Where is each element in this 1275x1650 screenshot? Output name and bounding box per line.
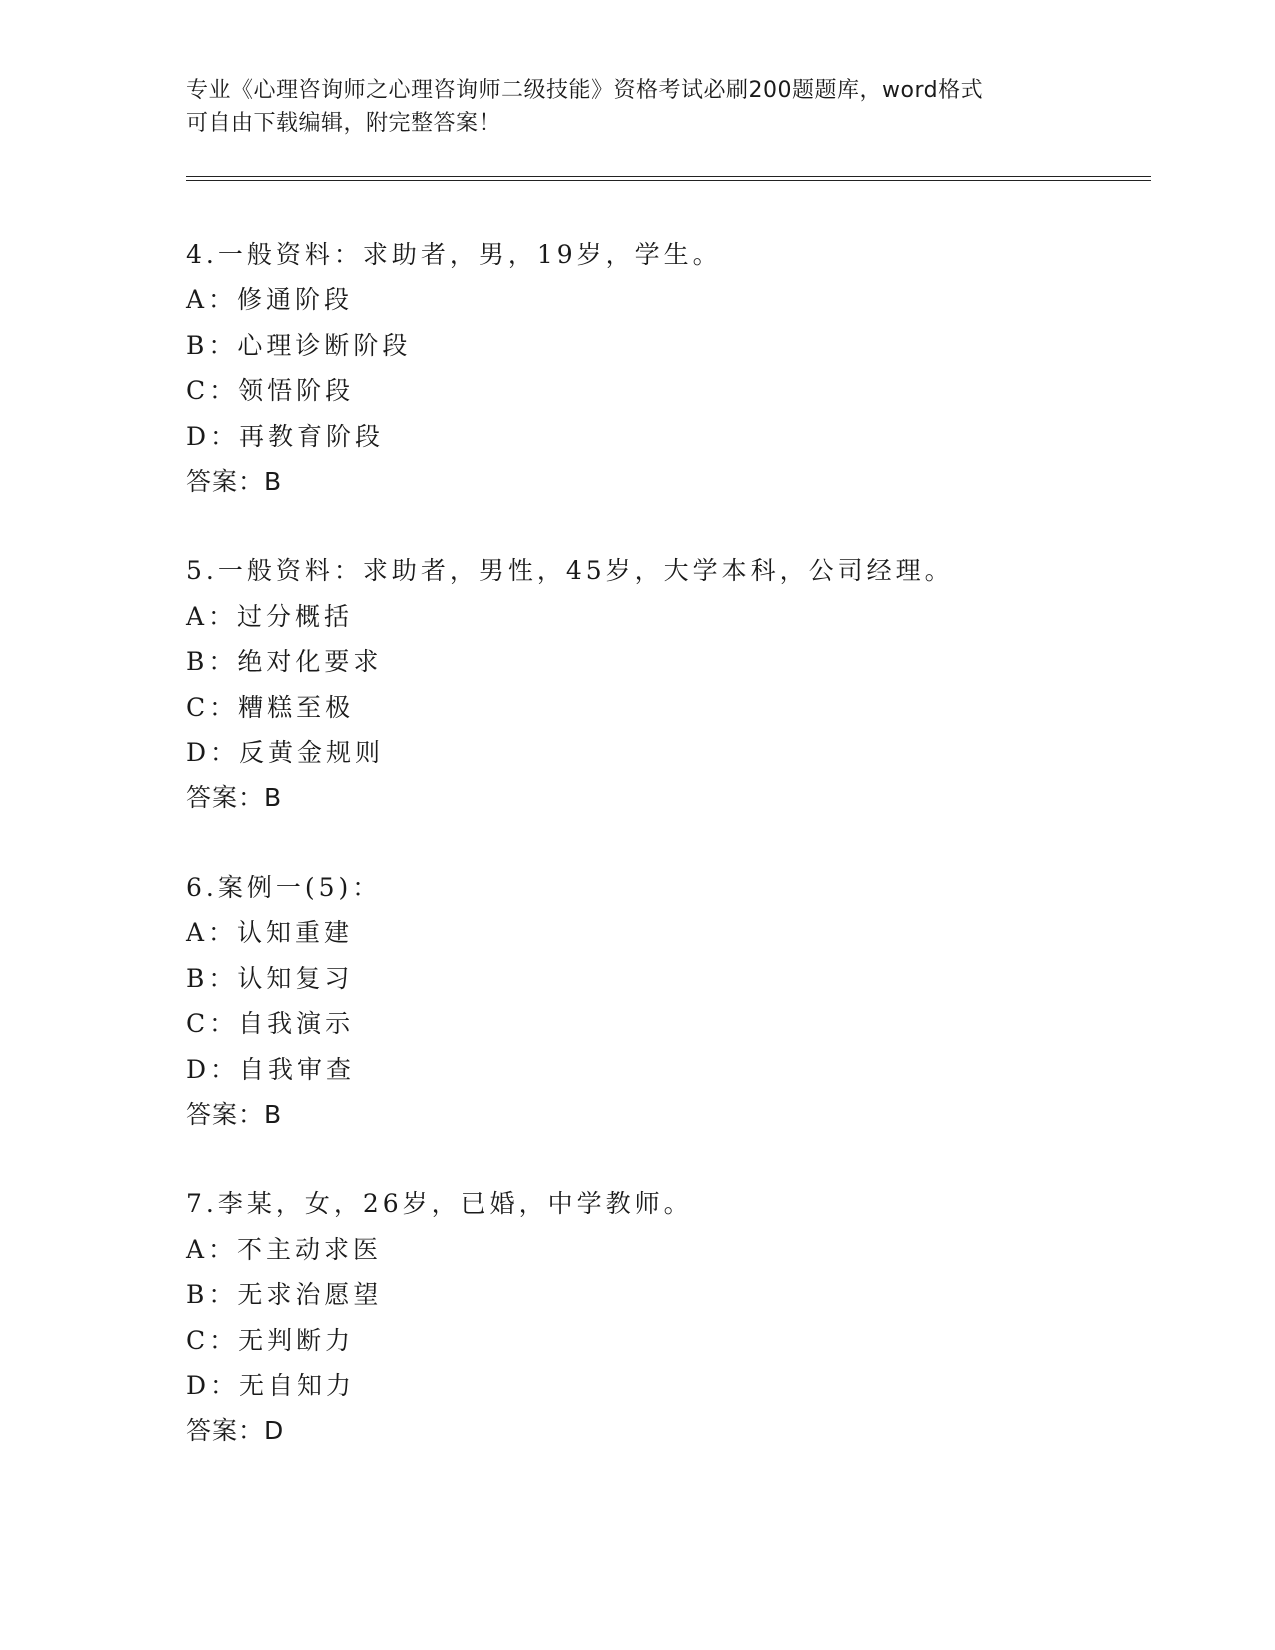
option-b: B：认知复习 [186,963,354,993]
option-b: B：绝对化要求 [186,647,383,677]
option-a: A：过分概括 [186,601,354,631]
question-spacer [186,821,1146,865]
header-line-1: 专业《心理咨询师之心理咨询师二级技能》资格考试必刷200题题库，word格式 [186,78,984,103]
option-a: A：认知重建 [186,918,354,948]
question-stem: 7.李某，女，26岁，已婚，中学教师。 [186,1189,693,1219]
option-d: D：无自知力 [186,1370,356,1400]
question-6 [186,865,1146,1137]
question-7 [186,1181,1146,1453]
question-stem: 5.一般资料：求助者，男性，45岁，大学本科，公司经理。 [186,556,954,586]
header-line-2: 可自由下载编辑，附完整答案！ [186,111,502,136]
answer: 答案：B [186,1099,283,1129]
option-c: C：自我演示 [186,1009,355,1039]
question-spacer [186,504,1146,548]
answer: 答案：B [186,467,283,497]
option-c: C：无判断力 [186,1325,355,1355]
option-b: B：心理诊断阶段 [186,330,412,360]
option-c: C：糟糕至极 [186,692,355,722]
answer: 答案：D [186,1416,285,1446]
question-stem: 6.案例一(5)： [186,872,382,902]
question-stem: 4.一般资料：求助者，男，19岁，学生。 [186,240,722,269]
option-b: B：无求治愿望 [186,1280,383,1310]
question-list [186,232,1146,1454]
header-divider [186,176,1151,181]
option-c: C：领悟阶段 [186,376,355,406]
option-a: A：不主动求医 [186,1234,383,1264]
question-spacer [186,1137,1146,1181]
document-header [186,74,1066,140]
option-d: D：再教育阶段 [186,421,385,451]
option-d: D：自我审查 [186,1054,356,1084]
answer: 答案：B [186,783,283,813]
option-a: A：修通阶段 [186,285,354,315]
option-d: D：反黄金规则 [186,738,385,768]
question-5 [186,548,1146,820]
question-4 [186,232,1146,504]
